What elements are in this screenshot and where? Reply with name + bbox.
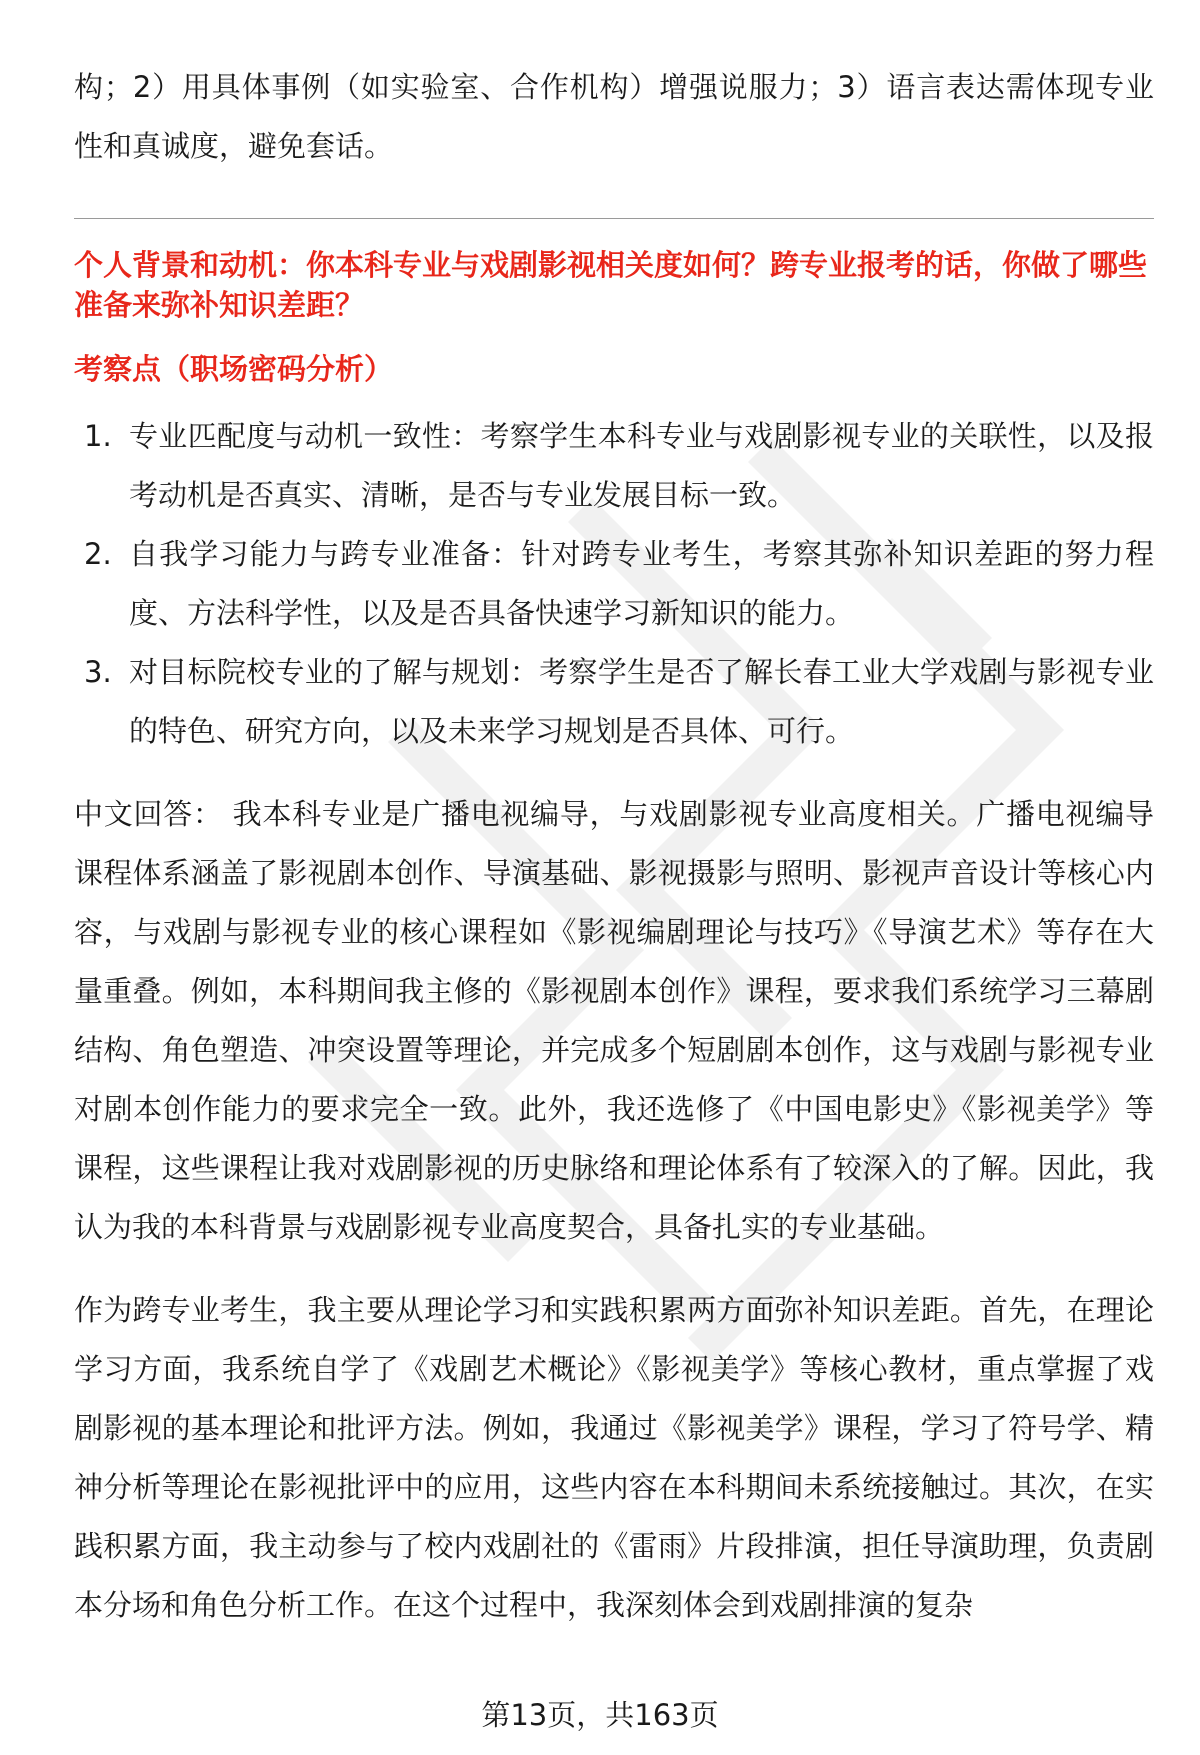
list-item-number: 1.	[84, 419, 112, 453]
list-item	[74, 407, 1154, 525]
answer-paragraph: 作为跨专业考生，我主要从理论学习和实践积累两方面弥补知识差距。首先，在理论学习方面，我系统自学了《戏剧艺术概论》《影视美学》等核心教材，重点掌握了戏剧影视的基本理论和批评方法。例如，我通过《影视美学》课程，学习了符号学、精神分析等理论在影视批评中的应用，这些内容在本科期间未系统接触过。其次，在实践积累方面，我主动参与了校内戏剧社的《雷雨》片段排演，担任导演助理，负责剧本分场和角色分析工作。在这个过程中，我深刻体会到戏剧排演的复杂	[74, 1293, 1154, 1622]
page-number-footer: 第13页，共163页	[481, 1698, 719, 1732]
intro-paragraph: 构；2）用具体事例（如实验室、合作机构）增强说服力；3）语言表达需体现专业性和真诚度，避免套话。	[74, 70, 1154, 163]
list-item	[74, 525, 1154, 643]
list-item-text: 自我学习能力与跨专业准备：针对跨专业考生，考察其弥补知识差距的努力程度、方法科学性，以及是否具备快速学习新知识的能力。	[129, 537, 1154, 630]
assessment-points-list	[74, 407, 1154, 761]
answer-paragraph: 中文回答： 我本科专业是广播电视编导，与戏剧影视专业高度相关。广播电视编导课程体系涵盖了影视剧本创作、导演基础、影视摄影与照明、影视声音设计等核心内容，与戏剧与影视专业的核心课程如《影视编剧理论与技巧》《导演艺术》等存在大量重叠。例如，本科期间我主修的《影视剧本创作》课程，要求我们系统学习三幕剧结构、角色塑造、冲突设置等理论，并完成多个短剧剧本创作，这与戏剧与影视专业对剧本创作能力的要求完全一致。此外，我还选修了《中国电影史》《影视美学》等课程，这些课程让我对戏剧影视的历史脉络和理论体系有了较深入的了解。因此，我认为我的本科背景与戏剧影视专业高度契合，具备扎实的专业基础。	[74, 797, 1154, 1244]
list-item-number: 2.	[84, 537, 112, 571]
question-heading: 个人背景和动机：你本科专业与戏剧影视相关度如何？跨专业报考的话，你做了哪些准备来弥补知识差距？	[74, 248, 1148, 322]
assessment-points-heading: 考察点（职场密码分析）	[74, 352, 394, 386]
list-item-text: 对目标院校专业的了解与规划：考察学生是否了解长春工业大学戏剧与影视专业的特色、研究方向，以及未来学习规划是否具体、可行。	[129, 655, 1154, 748]
list-item-number: 3.	[84, 655, 112, 689]
section-divider	[74, 218, 1154, 219]
list-item	[74, 643, 1154, 761]
list-item-text: 专业匹配度与动机一致性：考察学生本科专业与戏剧影视专业的关联性，以及报考动机是否真实、清晰，是否与专业发展目标一致。	[129, 419, 1154, 512]
document-page	[74, 58, 1154, 1659]
